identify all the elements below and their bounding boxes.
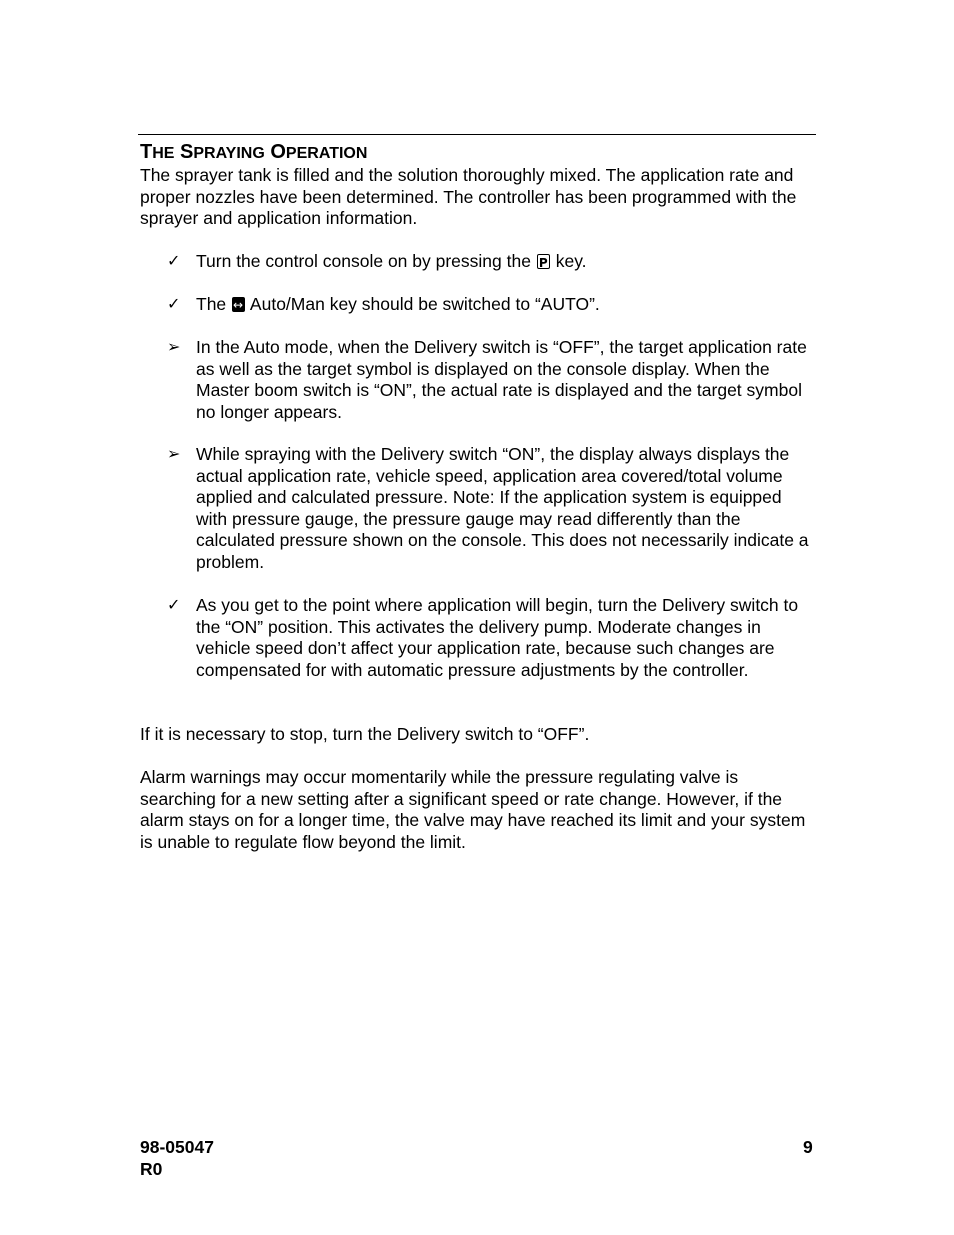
list-item-text: Auto/Man key should be switched to “AUTO”. <box>246 294 600 314</box>
list-item-text: key. <box>550 251 587 271</box>
arrow-bullet-icon: ➢ <box>167 339 181 356</box>
heading-rule <box>138 134 816 135</box>
list-item-text: As you get to the point where application will begin, turn the Delivery switch to the “ON” position. This activates the delivery pump. Moderate changes in vehicle speed don’t affect your application rate, because such changes are compensated for with automatic pressure adjustments by the controller. <box>196 595 799 680</box>
footer-revision: R0 <box>140 1159 163 1179</box>
section-heading: THE SPRAYING OPERATION <box>140 141 368 163</box>
body-paragraph: If it is necessary to stop, turn the Delivery switch to “OFF”. <box>140 724 590 744</box>
list-item-text: The <box>196 294 227 314</box>
body-paragraph: Alarm warnings may occur momentarily while the pressure regulating valve is searching for a new setting after a significant speed or rate change. However, if the alarm stays on for a longer time, the valve may have reached its limit and your system is unable to regulate flow beyond the limit. <box>140 767 806 852</box>
arrow-bullet-icon: ➢ <box>167 446 181 463</box>
auto-man-key-icon <box>232 297 245 312</box>
list-item-text: While spraying with the Delivery switch “ON”, the display always displays the actual application rate, vehicle speed, application area covered/total volume applied and calculated pressure. Note: If the application system is equipped with pressure gauge, the pressure gauge may read differently than the calculated pressure shown on the console. This does not necessarily indicate a problem. <box>196 444 809 572</box>
list-item-text: In the Auto mode, when the Delivery switch is “OFF”, the target application rate as well as the target symbol is displayed on the console display. When the Master boom switch is “ON”, the actual rate is displayed and the target symbol no longer appears. <box>196 337 807 422</box>
footer-doc-number: 98-05047 <box>140 1137 214 1157</box>
checkmark-icon: ✓ <box>167 296 181 313</box>
power-key-icon <box>537 254 550 269</box>
intro-paragraph: The sprayer tank is filled and the solution thoroughly mixed. The application rate and proper nozzles have been determined. The controller has been programmed with the sprayer and application information. <box>140 165 797 229</box>
checkmark-icon: ✓ <box>167 253 181 270</box>
checkmark-icon: ✓ <box>167 597 181 614</box>
footer-page-number: 9 <box>803 1137 813 1157</box>
list-item-text: Turn the control console on by pressing the <box>196 251 531 271</box>
